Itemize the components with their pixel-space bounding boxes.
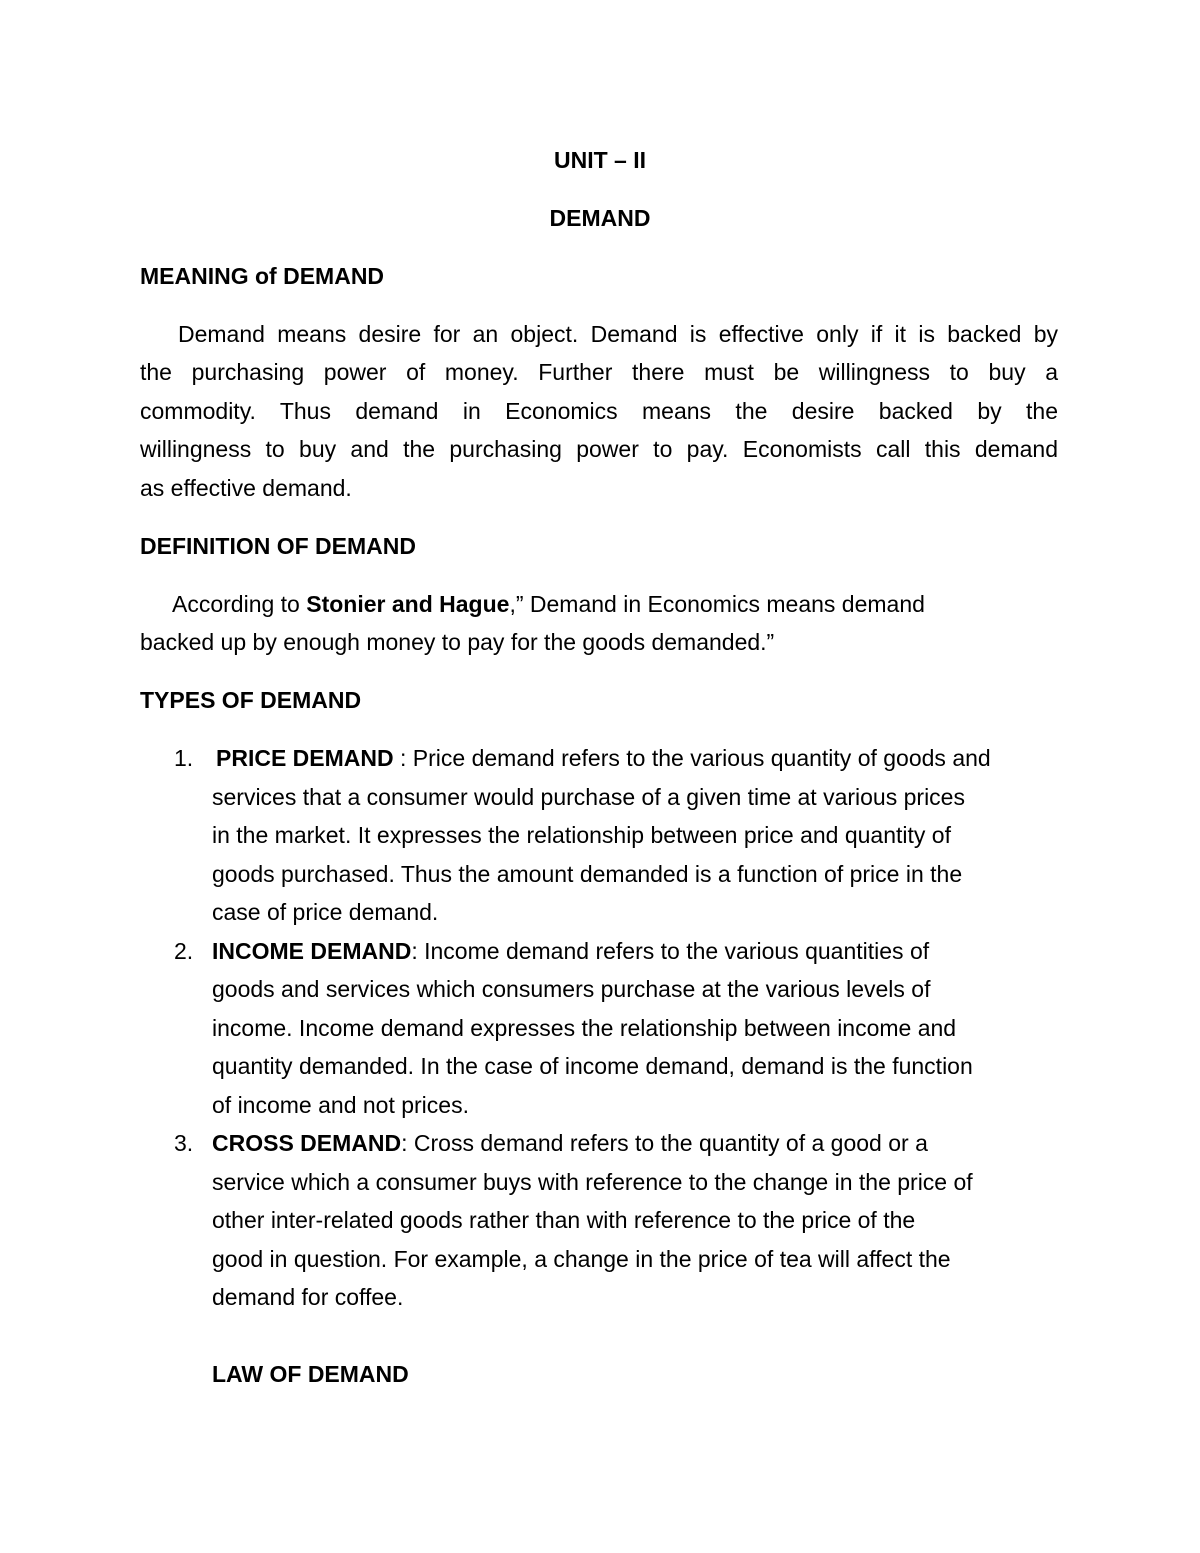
list-item-number: 2. [174, 938, 194, 964]
meaning-line-3: commodity. Thus demand in Economics means the desire backed by the [140, 398, 1058, 424]
list-item-2-line-1 [212, 937, 929, 965]
list-item-1-line-1 [216, 744, 991, 772]
meaning-line-4: willingness to buy and the purchasing power to pay. Economists call this demand [140, 436, 1058, 462]
list-item-3-line-5: demand for coffee. [212, 1284, 404, 1310]
list-item-term: CROSS DEMAND [212, 1130, 402, 1156]
definition-prefix: According to [172, 591, 307, 617]
list-item-number: 3. [174, 1130, 194, 1156]
list-item-text: : Income demand refers to the various quantities of [411, 938, 930, 964]
meaning-line-5: as effective demand. [140, 475, 352, 501]
definition-author: Stonier and Hague [306, 591, 510, 617]
list-item-term: PRICE DEMAND [216, 745, 394, 771]
unit-title: UNIT – II [553, 147, 646, 173]
definition-line-2: backed up by enough money to pay for the goods demanded.” [140, 629, 775, 655]
definition-suffix: ,” Demand in Economics means demand [509, 591, 925, 617]
law-of-demand-heading: LAW OF DEMAND [212, 1361, 409, 1387]
list-item-text: : Cross demand refers to the quantity of a good or a [401, 1130, 928, 1156]
list-item-3-line-2: service which a consumer buys with reference to the change in the price of [212, 1169, 973, 1195]
meaning-line-2: the purchasing power of money. Further there must be willingness to buy a [140, 359, 1058, 385]
types-heading: TYPES OF DEMAND [140, 687, 362, 713]
meaning-line-1: Demand means desire for an object. Demand is effective only if it is backed by [178, 321, 1058, 347]
list-item-2-line-3: income. Income demand expresses the relationship between income and [212, 1015, 957, 1041]
list-item-text: : Price demand refers to the various quantity of goods and [393, 745, 991, 771]
chapter-title: DEMAND [549, 205, 651, 231]
list-item-3-line-4: good in question. For example, a change in the price of tea will affect the [212, 1246, 951, 1272]
list-item-number: 1. [174, 745, 194, 771]
list-item-3-line-1 [212, 1129, 928, 1157]
list-item-2-line-2: goods and services which consumers purchase at the various levels of [212, 976, 931, 1002]
list-item-2-line-4: quantity demanded. In the case of income demand, demand is the function [212, 1053, 973, 1079]
list-item-3-line-3: other inter-related goods rather than with reference to the price of the [212, 1207, 916, 1233]
list-item-term: INCOME DEMAND [212, 938, 412, 964]
list-item-1-line-2: services that a consumer would purchase of a given time at various prices [212, 784, 965, 810]
meaning-heading: MEANING of DEMAND [140, 263, 385, 289]
list-item-1-line-5: case of price demand. [212, 899, 439, 925]
list-item-1-line-3: in the market. It expresses the relationship between price and quantity of [212, 822, 951, 848]
definition-heading: DEFINITION OF DEMAND [140, 533, 416, 559]
definition-line-1 [172, 590, 925, 618]
list-item-1-line-4: goods purchased. Thus the amount demanded is a function of price in the [212, 861, 963, 887]
list-item-2-line-5: of income and not prices. [212, 1092, 469, 1118]
